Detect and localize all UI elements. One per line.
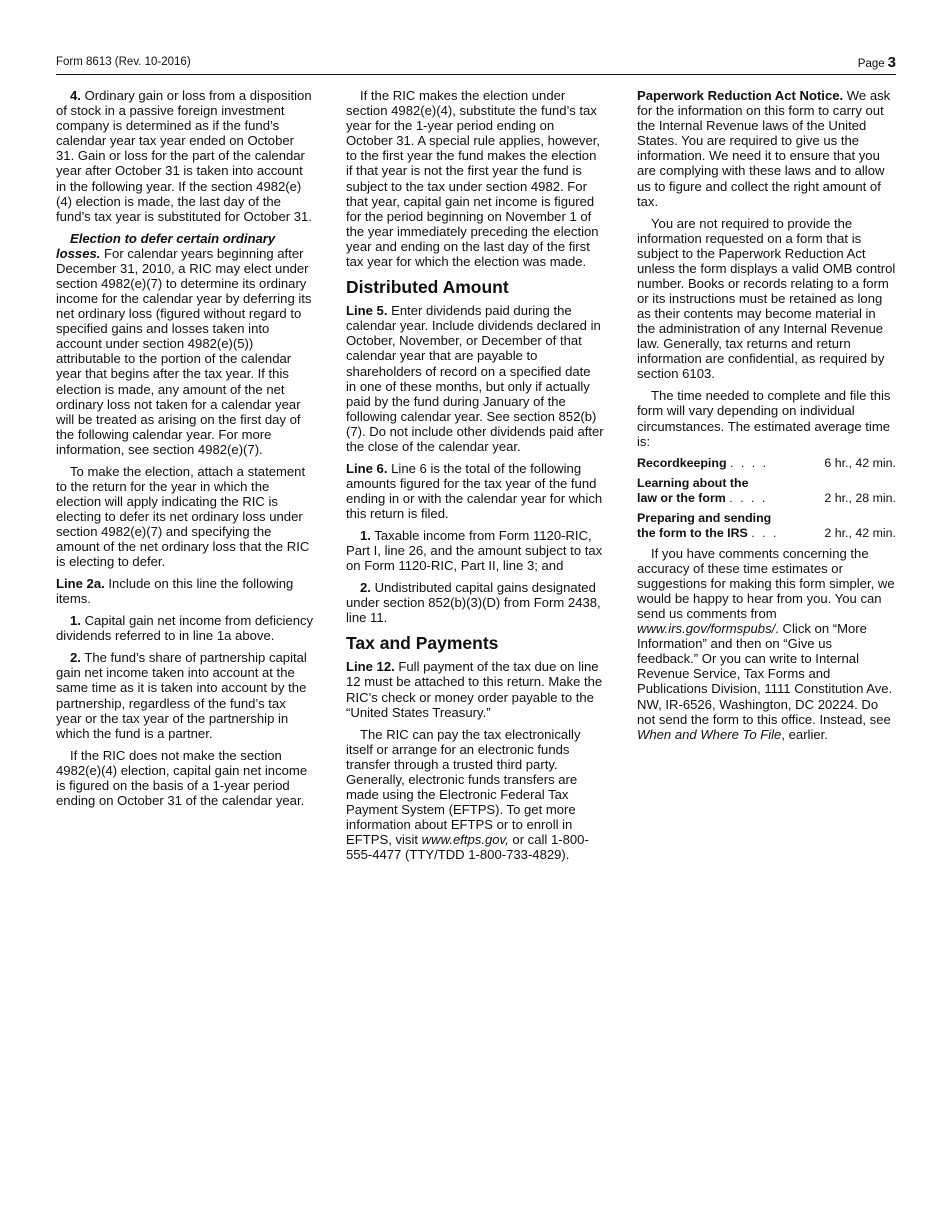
time-row-preparing: Preparing and sending the form to the IRS . . . 2 hr., 42 min. (637, 510, 896, 540)
paragraph: Line 6. Line 6 is the total of the following amounts figured for the tax year of the fund ending in or with the calendar year for which this return is filed. (346, 460, 603, 522)
form-identifier: Form 8613 (Rev. 10-2016) (56, 56, 191, 68)
irs-formspubs-link[interactable]: www.irs.gov/formspubs/ (637, 621, 776, 637)
column-middle (346, 88, 604, 869)
page-number: Page 3 (857, 54, 896, 71)
paragraph: If you have comments concerning the accuracy of these time estimates or suggestions for making this form simpler, we would be happy to hear from you. You can send us comments from www.irs.gov/formspubs/. Click on “More Information” and then on “Give us feedback.” Or you can write to Internal Revenue Service, Tax Forms and Publications Division, 1111 Constitution Ave. NW, IR-6526, Washington, DC 20224. Do not send the form to this office. Instead, see When and Where To File, earlier. (637, 545, 895, 742)
paragraph: If the RIC makes the election under section 4982(e)(4), substitute the fund’s tax year for the 1-year period ending on October 31. A special rule applies, however, to the first year the fund makes the election if that year is not the first year the fund is subject to the tax under section 4982. For that year, capital gain net income is figured for the period beginning on November 1 of the year immediately preceding the election year and ending on the last day of the first tax year for which the election was made. (346, 88, 601, 270)
paragraph: The time needed to complete and file this form will vary depending on individual circumstances. The estimated average time is: (637, 388, 891, 449)
section-heading-tax-and-payments: Tax and Payments (346, 633, 499, 654)
list-item: 1. Capital gain net income from deficiency dividends referred to in line 1a above. (56, 613, 314, 644)
list-item: 1. Taxable income from Form 1120-RIC, Part I, line 26, and the amount subject to tax on Form 1120-RIC, Part II, line 3; and (346, 528, 603, 574)
list-item: 2. Undistributed capital gains designated under section 852(b)(3)(D) from Form 2438, line 11. (346, 580, 601, 626)
time-row-recordkeeping: Recordkeeping . . . . 6 hr., 42 min. (637, 455, 896, 470)
paragraph: If the RIC does not make the section 4982(e)(4) election, capital gain net income is figured on the basis of a 1-year period ending on October 31 of the calendar year. (56, 747, 308, 808)
paragraph: To make the election, attach a statement to the return for the year in which the election will apply indicating the RIC is electing to defer its net ordinary loss under section 4982(e)(7) and specifying the amount of the net ordinary loss that the RIC is electing to defer. (56, 463, 310, 570)
paragraph: Line 5. Enter dividends paid during the calendar year. Include dividends declared in October, November, or December of that calendar year that are payable to shareholders of record on a specified date in one of these months, but only if actually paid by the fund during January of the following calendar year. See section 852(b)(7). Do not include other dividends paid after the close of the calendar year. (346, 303, 604, 454)
time-row-learning: Learning about the law or the form . . . . 2 hr., 28 min. (637, 475, 896, 505)
page-header (56, 56, 896, 75)
paragraph: You are not required to provide the information requested on a form that is subject to the Paperwork Reduction Act unless the form displays a valid OMB control number. Books or records relating to a form or its instructions must be retained as long as their contents may become material in the administration of any Internal Revenue law. Generally, tax returns and return information are confidential, as required by section 6103. (637, 215, 896, 382)
list-item: 2. The fund’s share of partnership capital gain net income taken into account at the same time as it is taken into account by the partnership, regardless of the fund’s tax year or the tax year of the partnership in which the fund is a partner. (56, 650, 307, 741)
paragraph: Election to defer certain ordinary losses. For calendar years beginning after December 31, 2010, a RIC may elect under section 4982(e)(7) to determine its ordinary income for the calendar year by deferring its net ordinary loss (figured without regard to specified gains and losses taken into account under section 4982(e)(5)) attributable to the portion of the calendar year that begins after the tax year. If this election is made, any amount of the net ordinary loss not taken for a calendar year will be treated as arising on the first day of the following calendar year. For more information, see section 4982(e)(7). (56, 230, 312, 457)
paragraph: Line 12. Full payment of the tax due on line 12 must be attached to this return. Make the RIC’s check or money order payable to the “United States Treasury.” (346, 659, 603, 720)
paragraph: The RIC can pay the tax electronically itself or arrange for an electronic funds transfer through a trusted third party. Generally, electronic funds transfers are made using the Electronic Federal Tax Payment System (EFTPS). To get more information about EFTPS or to enroll in EFTPS, visit www.eftps.gov, or call 1-800-555-4477 (TTY/TDD 1-800-733-4829). (346, 726, 589, 863)
paragraph: Line 2a. Include on this line the following items. (56, 576, 294, 607)
paragraph: Paperwork Reduction Act Notice. We ask for the information on this form to carry out the Internal Revenue laws of the United States. You are required to give us the information. We need it to ensure that you are complying with these laws and to allow us to figure and collect the right amount of tax. (637, 88, 891, 209)
column-left (56, 88, 314, 815)
column-right (637, 88, 896, 749)
eftps-link[interactable]: www.eftps.gov, (421, 832, 509, 848)
section-heading-distributed-amount: Distributed Amount (346, 277, 509, 298)
paragraph: 4. Ordinary gain or loss from a disposition of stock in a passive foreign investment company is determined as if the fund’s calendar year tax year ended on October 31. Gain or loss for the part of the calendar year after October 31 is taken into account in the following year. If the section 4982(e)(4) election is made, the last day of the fund’s tax year is substituted for October 31. (56, 88, 312, 224)
